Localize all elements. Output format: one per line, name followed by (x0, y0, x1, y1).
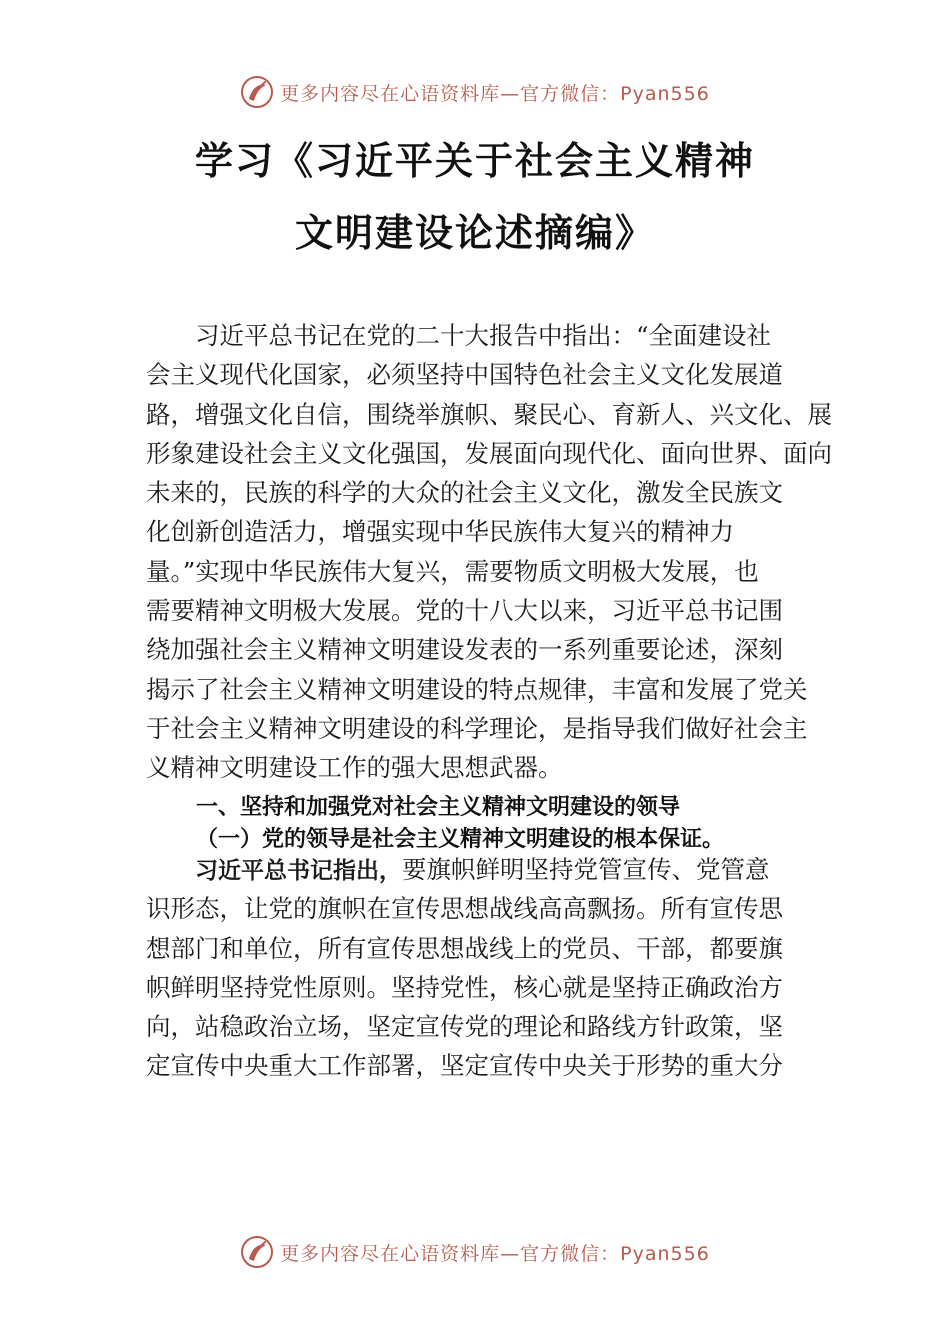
paragraph-line: 义精神文明建设工作的强大思想武器。 (146, 753, 563, 783)
body-paragraph (146, 850, 826, 1086)
paragraph-line: 绕加强社会主义精神文明建设发表的一系列重要论述，深刻 (146, 635, 783, 665)
section-heading: 一、坚持和加强党对社会主义精神文明建设的领导 (196, 795, 681, 820)
paragraph-line: 未来的，民族的科学的大众的社会主义文化，激发全民族文 (146, 478, 783, 508)
paragraph-line: 定宣传中央重大工作部署，坚定宣传中央关于形势的重大分 (146, 1051, 783, 1081)
watermark-logo-icon (240, 1235, 274, 1269)
paragraph-line: 识形态，让党的旗帜在宣传思想战线高高飘扬。所有宣传思 (146, 894, 783, 924)
footer-watermark (0, 1232, 950, 1272)
paragraph-line: 向，站稳政治立场，坚定宣传党的理论和路线方针政策，坚 (146, 1012, 783, 1042)
paragraph-line: 需要精神文明极大发展。党的十八大以来，习近平总书记围 (146, 596, 783, 626)
paragraph-line: 会主义现代化国家，必须坚持中国特色社会主义文化发展道 (146, 360, 783, 390)
paragraph-line: 揭示了社会主义精神文明建设的特点规律，丰富和发展了党关 (146, 674, 808, 704)
paragraph-first-line-rest: 要旗帜鲜明坚持党管宣传、党管意 (402, 855, 770, 884)
paragraph-lead-bold: 习近平总书记指出， (195, 858, 402, 884)
watermark-text: 更多内容尽在心语资料库—官方微信：Pyan556 (280, 1242, 710, 1265)
paragraph-line: 化创新创造活力，增强实现中华民族伟大复兴的精神力 (146, 517, 734, 547)
paragraph-line: 路，增强文化自信，围绕举旗帜、聚民心、育新人、兴文化、展 (146, 399, 832, 429)
paragraph-first-line (146, 850, 826, 889)
intro-paragraph (146, 316, 832, 788)
paragraph-line: 于社会主义精神文明建设的科学理论，是指导我们做好社会主 (146, 713, 808, 743)
section-subheading: （一）党的领导是社会主义精神文明建设的根本保证。 (196, 827, 725, 852)
watermark-logo-icon (240, 75, 274, 109)
paragraph-line: 帜鲜明坚持党性原则。坚持党性，核心就是坚持正确政治方 (146, 972, 783, 1002)
paragraph-line: 想部门和单位，所有宣传思想战线上的党员、干部，都要旗 (146, 933, 783, 963)
header-watermark (0, 72, 950, 112)
watermark-text: 更多内容尽在心语资料库—官方微信：Pyan556 (280, 82, 710, 105)
paragraph-line: 习近平总书记在党的二十大报告中指出：“全面建设社 (195, 321, 772, 350)
paragraph-line: 量。”实现中华民族伟大复兴，需要物质文明极大发展，也 (146, 556, 759, 586)
document-title-line-2: 文明建设论述摘编》 (294, 211, 655, 255)
paragraph-line: 形象建设社会主义文化强国，发展面向现代化、面向世界、面向 (146, 438, 832, 468)
document-title-line-1: 学习《习近平关于社会主义精神 (194, 139, 755, 183)
